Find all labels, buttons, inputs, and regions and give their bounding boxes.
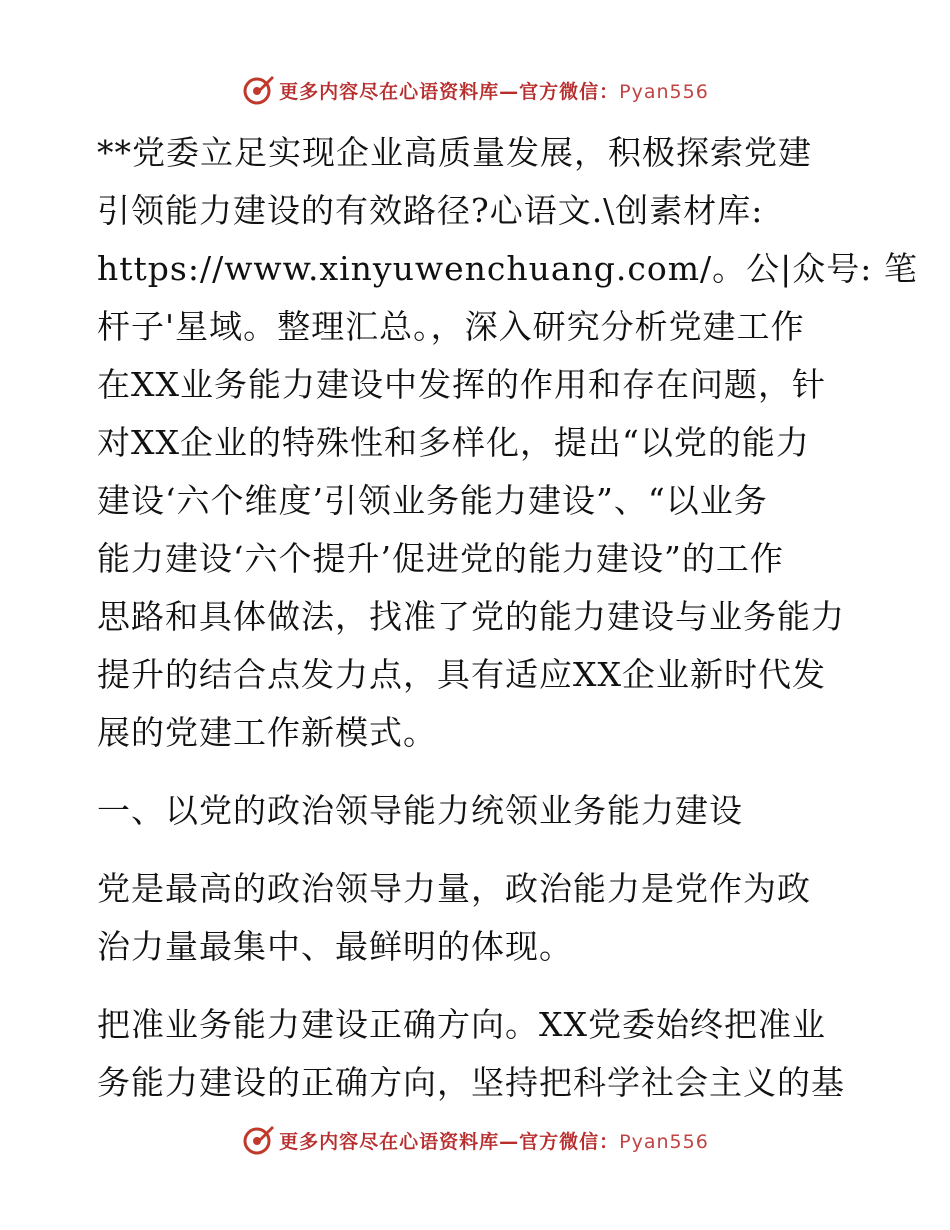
text-line: 把准业务能力建设正确方向。XX党委始终把准业 <box>97 1005 826 1044</box>
text-line: 思路和具体做法，找准了党的能力建设与业务能力 <box>97 597 845 636</box>
watermark-text <box>279 77 709 104</box>
text-line: 务能力建设的正确方向，坚持把科学社会主义的基 <box>97 1063 845 1102</box>
text-line: 治力量最集中、最鲜明的体现。 <box>97 927 573 966</box>
text-line: 杆子'星域。整理汇总。，深入研究分析党建工作 <box>97 307 805 346</box>
text-line: 能力建设‘六个提升’促进党的能力建设”的工作 <box>97 539 784 578</box>
watermark-label: 更多内容尽在心语资料库—官方微信： <box>279 1130 620 1153</box>
paragraph-direction <box>97 996 857 1112</box>
text-line: 展的党建工作新模式。 <box>97 713 437 752</box>
text-line: **党委立足实现企业高质量发展，积极探索党建 <box>97 133 812 172</box>
heading-line: 一、以党的政治领导能力统领业务能力建设 <box>97 791 743 830</box>
text-line: 引领能力建设的有效路径?心语文.\创素材库: <box>97 191 764 230</box>
pen-logo-icon <box>241 73 275 107</box>
pen-logo-icon <box>241 1123 275 1157</box>
watermark-wechat-id: Pyan556 <box>619 80 709 103</box>
document-body <box>97 124 918 1132</box>
section-heading <box>97 782 857 840</box>
paragraph-political <box>97 860 857 976</box>
text-line: 在XX业务能力建设中发挥的作用和存在问题，针 <box>97 365 826 404</box>
watermark-label: 更多内容尽在心语资料库—官方微信： <box>279 80 620 103</box>
text-line: 对XX企业的特殊性和多样化，提出“以党的能力 <box>97 423 810 462</box>
paragraph-intro <box>97 124 918 762</box>
text-line: https://www.xinyuwenchuang.com/。公|众号: 笔 <box>97 249 918 288</box>
text-line: 提升的结合点发力点，具有适应XX企业新时代发 <box>97 655 826 694</box>
watermark-text <box>279 1127 709 1154</box>
footer-watermark <box>0 1120 950 1160</box>
text-line: 建设‘六个维度’引领业务能力建设”、“以业务 <box>97 481 768 520</box>
text-line: 党是最高的政治领导力量，政治能力是党作为政 <box>97 869 811 908</box>
watermark-wechat-id: Pyan556 <box>619 1130 709 1153</box>
header-watermark <box>0 70 950 110</box>
